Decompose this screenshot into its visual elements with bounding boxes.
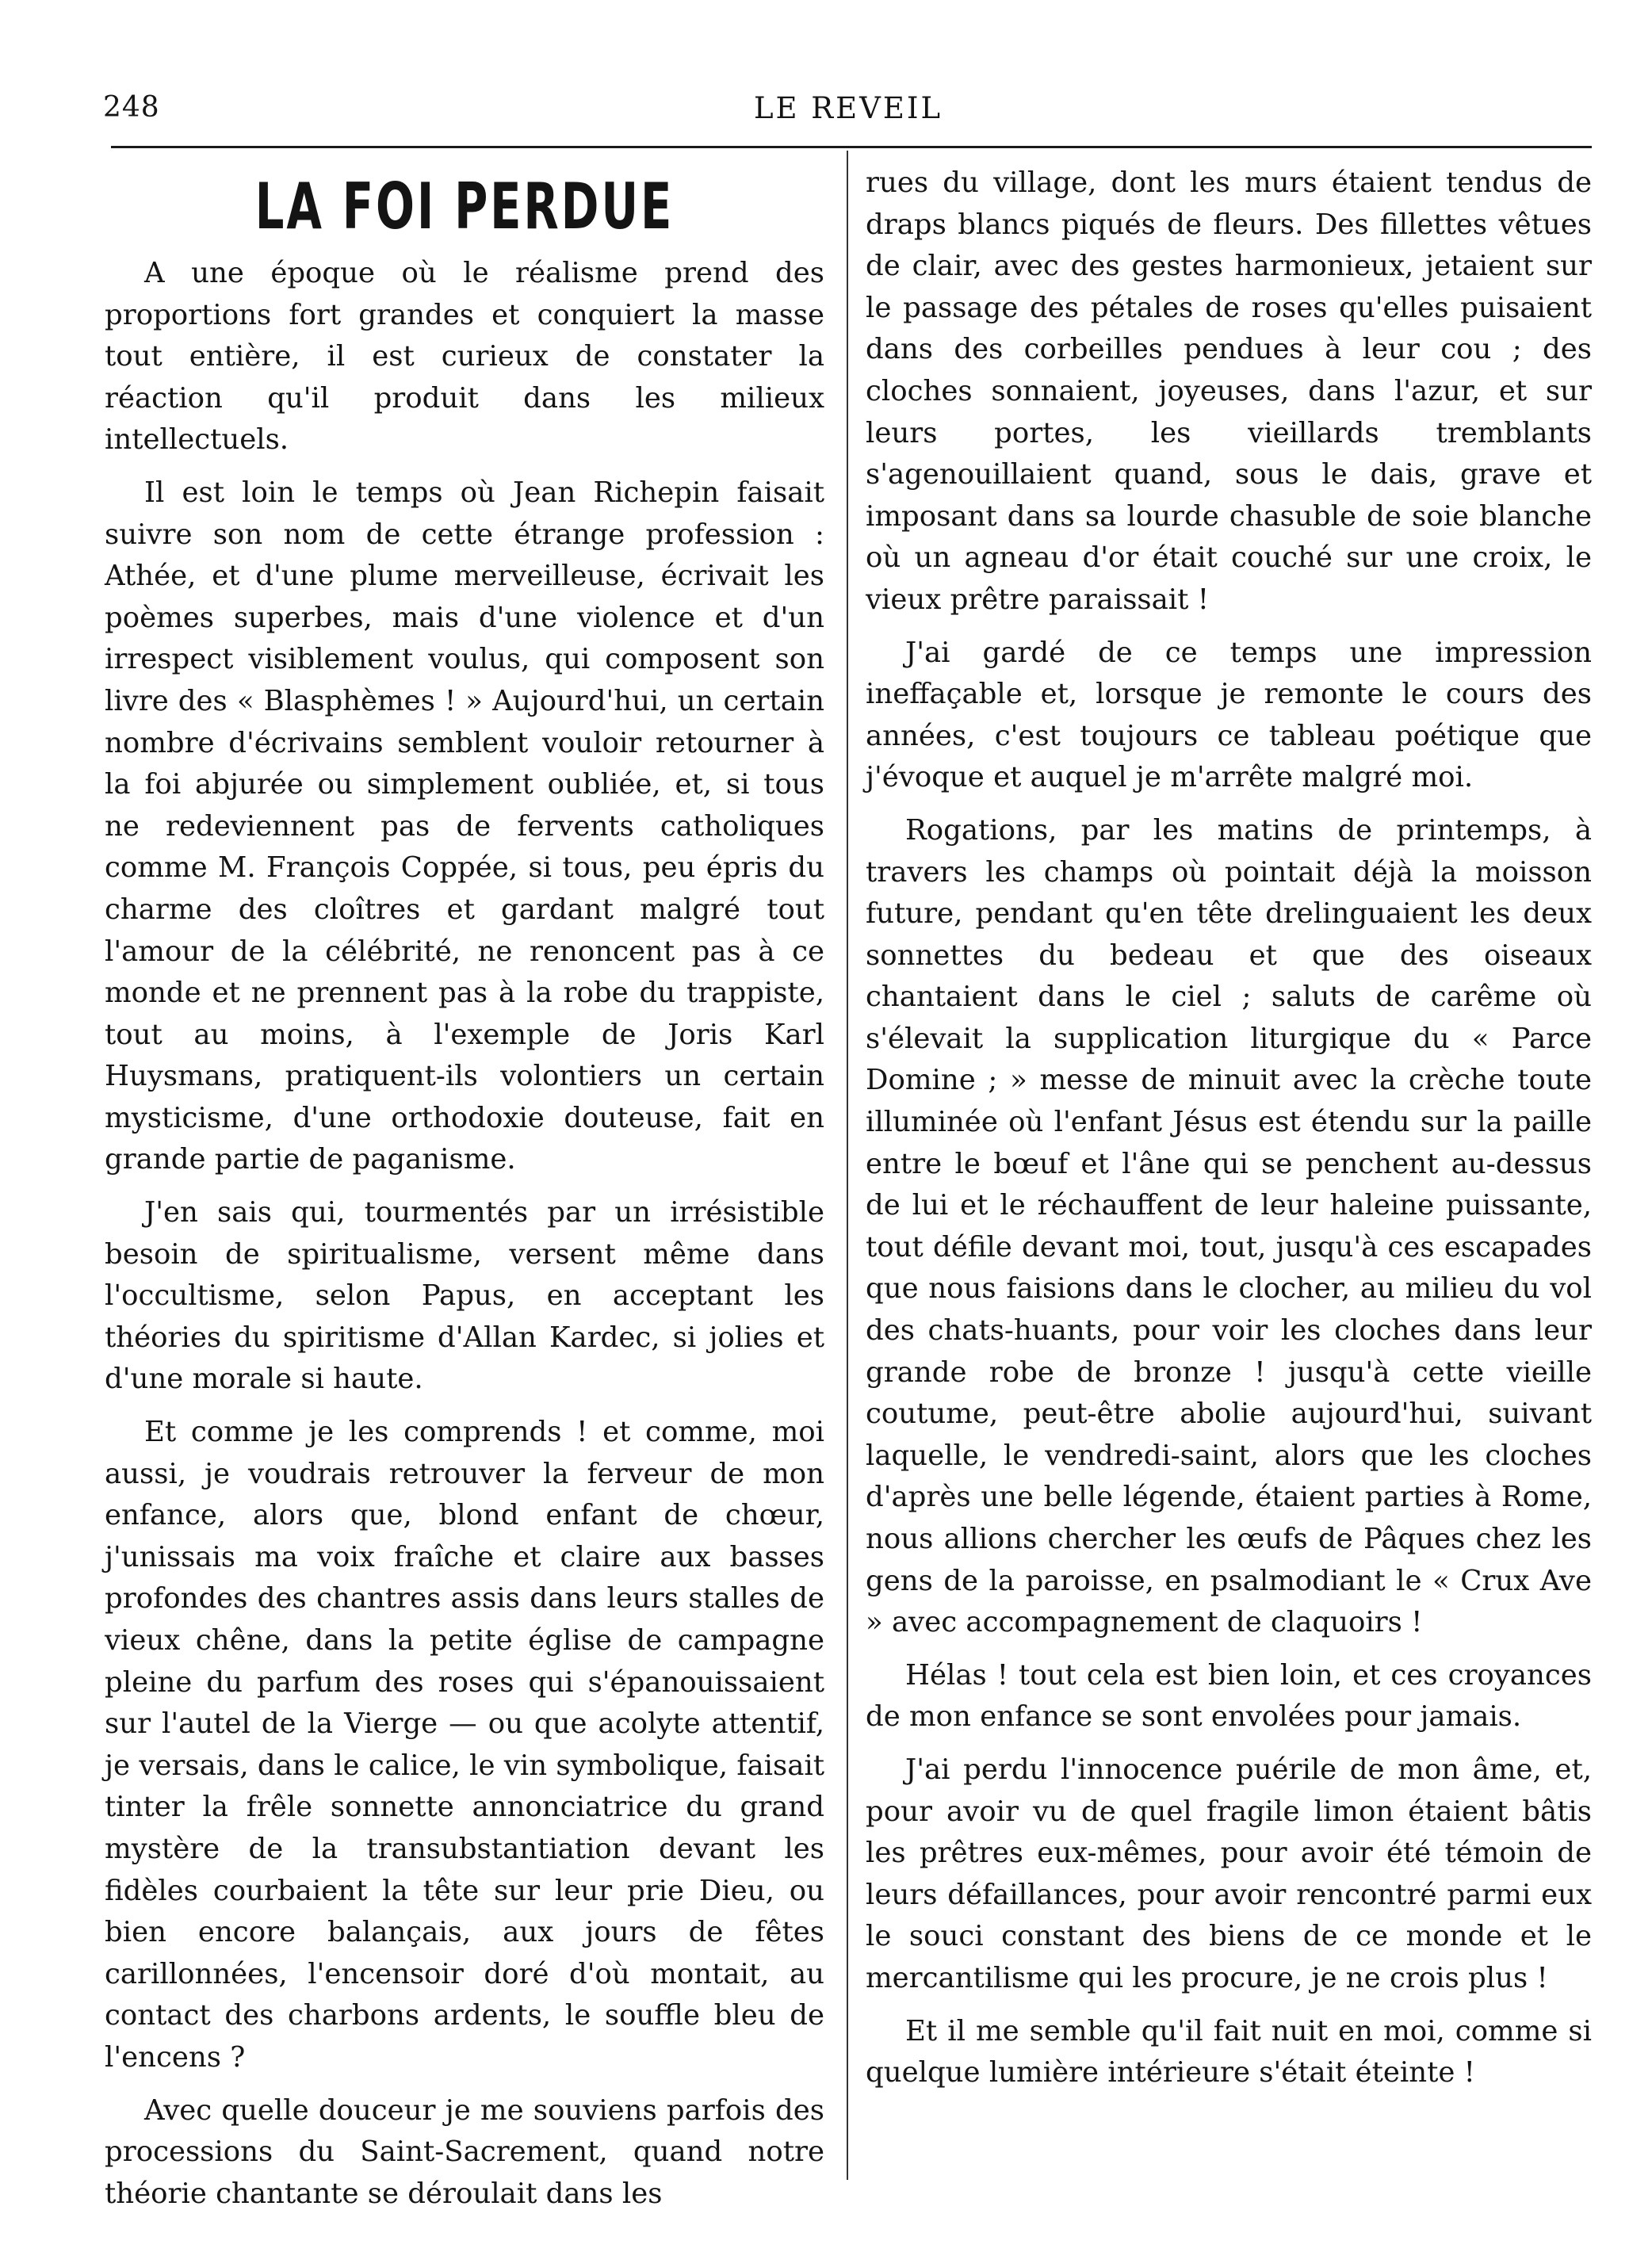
article-paragraph: J'en sais qui, tourmentés par un irrésistible besoin de spiritualisme, versent même dans l'occultisme, selon Papus, en acceptant les théories du spiritisme d'Allan Kardec, si jolies et d'une morale si haute. [105, 1196, 824, 1396]
header-rule [111, 146, 1592, 148]
page-header [103, 91, 1593, 139]
page-number: 248 [103, 91, 160, 124]
article-paragraph: Il est loin le temps où Jean Richepin faisait suivre son nom de cette étrange profession : Athée, et d'une plume merveilleuse, écrivait les poèmes superbes, mais d'une violence et d'un irrespect visiblement voulus, qui composent son livre des « Blasphèmes ! » Aujourd'hui, un certain nombre d'écrivains semblent vouloir retourner à la foi abjurée ou simplement oubliée, et, si tous ne redeviennent pas de fervents catholiques comme M. François Coppée, si tous, peu épris du charme des cloîtres et gardant malgré tout l'amour de la célébrité, ne renoncent pas à ce monde et ne prennent pas à la robe du trappiste, tout au moins, à l'exemple de Joris Karl Huysmans, pratiquent-ils volontiers un certain mysticisme, d'une orthodoxie douteuse, fait en grande partie de paganisme. [105, 476, 824, 1176]
article-paragraph: Et comme je les comprends ! et comme, moi aussi, je voudrais retrouver la ferveur de mon enfance, alors que, blond enfant de chœur, j'unissais ma voix fraîche et claire aux basses profondes des chantres assis dans leurs stalles de vieux chêne, dans la petite église de campagne pleine du parfum des roses qui s'épanouissaient sur l'autel de la Vierge — ou que acolyte attentif, je versais, dans le calice, le vin symbolique, faisait tinter la frêle sonnette annonciatrice du grand mystère de la transubstantiation devant les fidèles courbaient la tête sur leur prie Dieu, ou bien encore balançais, aux jours de fêtes carillonnées, l'encensoir doré d'où montait, au contact des charbons ardents, le souffle bleu de l'encens ? [105, 1416, 824, 2074]
article-title: LA FOI PERDUE [254, 170, 675, 243]
article-paragraph: Hélas ! tout cela est bien loin, et ces croyances de mon enfance se sont envolées pour jamais. [866, 1658, 1592, 1734]
article-paragraph: A une époque où le réalisme prend des proportions fort grandes et conquiert la masse tout entière, il est curieux de constater la réaction qu'il produit dans les milieux intellectuels. [105, 257, 824, 457]
article-paragraph: J'ai perdu l'innocence puérile de mon âme, et, pour avoir vu de quel fragile limon étaient bâtis les prêtres eux-mêmes, pour avoir été témoin de leurs défaillances, pour avoir rencontré parmi eux le souci constant des biens de ce monde et le mercantilisme qui les procure, je ne crois plus ! [866, 1753, 1592, 1994]
article-paragraph: rues du village, dont les murs étaient tendus de draps blancs piqués de fleurs. Des fillettes vêtues de clair, avec des gestes harmonieux, jetaient sur le passage des pétales de roses qu'elles puisaient dans des corbeilles pendues à leur cou ; des cloches sonnaient, joyeuses, dans l'azur, et sur leurs portes, les vieillards tremblants s'agenouillaient quand, sous le dais, grave et imposant dans sa lourde chasuble de soie blanche où un agneau d'or était couché sur une croix, le vieux prêtre paraissait ! [866, 166, 1592, 616]
journal-title: LE REVEIL [753, 91, 943, 125]
left-column [105, 162, 824, 2215]
article-paragraph: Et il me semble qu'il fait nuit en moi, comme si quelque lumière intérieure s'était éteinte ! [866, 2014, 1592, 2090]
column-divider [847, 151, 848, 2180]
article-paragraph: Rogations, par les matins de printemps, à travers les champs où pointait déjà la moisson future, pendant qu'en tête drelinguaient les deux sonnettes du bedeau et que des oiseaux chantaient dans le ciel ; saluts de carême où s'élevait la supplication liturgique du « Parce Domine ; » messe de minuit avec la crèche toute illuminée où l'enfant Jésus est étendu sur la paille entre le bœuf et l'âne qui se penchent au-dessus de lui et le réchauffent de leur haleine puissante, tout défile devant moi, tout, jusqu'à ces escapades que nous faisions dans le clocher, au milieu du vol des chats-huants, pour voir les cloches dans leur grande robe de bronze ! jusqu'à cette vieille coutume, peut-être abolie aujourd'hui, suivant laquelle, le vendredi-saint, alors que les cloches d'après une belle légende, étaient parties à Rome, nous allions chercher les œufs de Pâques chez les gens de la paroisse, en psalmodiant le « Crux Ave » avec accompagnement de claquoirs ! [866, 813, 1592, 1639]
article-paragraph: Avec quelle douceur je me souviens parfois des processions du Saint-Sacrement, quand notre théorie chantante se déroulait dans les [105, 2093, 824, 2210]
article-paragraph: J'ai gardé de ce temps une impression ineffaçable et, lorsque je remonte le cours des années, c'est toujours ce tableau poétique que j'évoque et auquel je m'arrête malgré moi. [866, 636, 1592, 794]
right-column [866, 162, 1592, 2094]
